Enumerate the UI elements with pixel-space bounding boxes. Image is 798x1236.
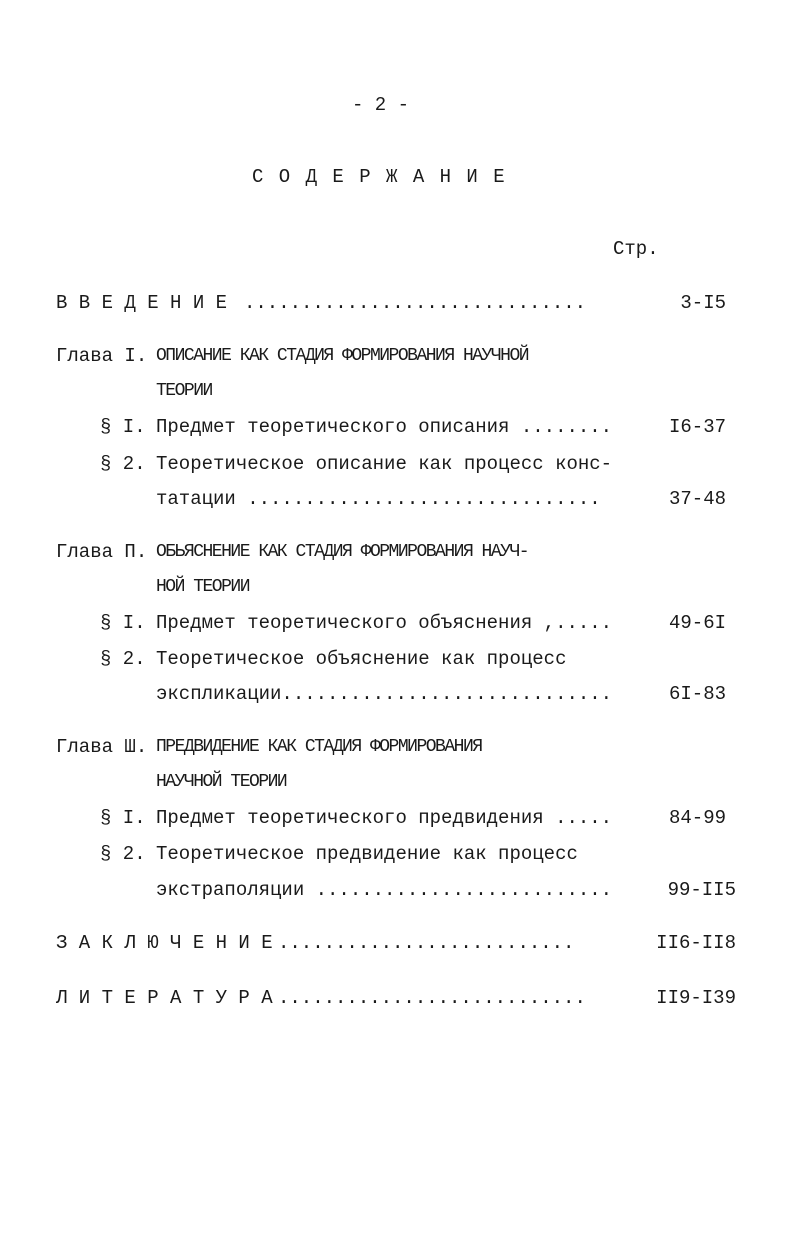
ch3-p2-num: § 2. xyxy=(100,843,146,865)
ch2-title-line1: ОБЬЯСНЕНИЕ КАК СТАДИЯ ФОРМИРОВАНИЯ НАУЧ- xyxy=(156,542,529,562)
ch1-p2-text2: татации ............................... xyxy=(156,488,601,510)
ch2-title-line2: НОЙ ТЕОРИИ xyxy=(156,577,250,597)
ch1-title-line1: ОПИСАНИЕ КАК СТАДИЯ ФОРМИРОВАНИЯ НАУЧНОЙ xyxy=(156,346,529,366)
ch1-p2-num: § 2. xyxy=(100,453,146,475)
ch1-p1-num: § I. xyxy=(100,416,146,438)
conclusion-pages: II6-II8 xyxy=(656,932,736,954)
ch3-p2-text: Теоретическое предвидение как процесс xyxy=(156,843,578,865)
literature-label: Л И Т Е Р А Т У Р А xyxy=(56,987,273,1009)
ch3-p1-text: Предмет теоретического предвидения ..... xyxy=(156,807,613,829)
ch1-p1-pages: I6-37 xyxy=(668,416,726,438)
page-number: - 2 - xyxy=(352,94,410,116)
ch2-p2-text2: экспликации............................. xyxy=(156,683,613,705)
ch2-p1-text: Предмет теоретического объяснения ,..... xyxy=(156,612,613,634)
ch2-p2-text: Теоретическое объяснение как процесс xyxy=(156,648,567,670)
page-title: С О Д Е Р Ж А Н И Е xyxy=(252,166,507,188)
ch2-p2-pages: 6I-83 xyxy=(668,683,726,705)
ch3-p2-text2: экстраполяции .......................... xyxy=(156,879,613,901)
ch3-p1-num: § I. xyxy=(100,807,146,829)
ch2-p1-num: § I. xyxy=(100,612,146,634)
intro-label: В В Е Д Е Н И Е xyxy=(56,292,228,314)
conclusion-label: З А К Л Ю Ч Е Н И Е xyxy=(56,932,273,954)
literature-pages: II9-I39 xyxy=(656,987,736,1009)
ch1-label: Глава I. xyxy=(56,345,148,367)
ch2-p1-pages: 49-6I xyxy=(668,612,726,634)
ch1-p2-text: Теоретическое описание как процесс конс- xyxy=(156,453,613,475)
ch3-title-line1: ПРЕДВИДЕНИЕ КАК СТАДИЯ ФОРМИРОВАНИЯ xyxy=(156,737,482,757)
conclusion-dots: .......................... xyxy=(278,932,575,954)
ch3-label: Глава Ш. xyxy=(56,736,148,758)
intro-dots: .............................. xyxy=(244,292,587,314)
ch1-p2-pages: 37-48 xyxy=(668,488,726,510)
literature-dots: ........................... xyxy=(278,987,586,1009)
ch2-p2-num: § 2. xyxy=(100,648,146,670)
ch1-p1-text: Предмет теоретического описания ........ xyxy=(156,416,613,438)
ch2-label: Глава П. xyxy=(56,541,148,563)
ch3-p2-pages: 99-II5 xyxy=(667,879,736,901)
ch3-title-line2: НАУЧНОЙ ТЕОРИИ xyxy=(156,772,287,792)
ch1-title-line2: ТЕОРИИ xyxy=(156,381,212,401)
page-column-label: Стр. xyxy=(613,238,659,260)
intro-pages: 3-I5 xyxy=(680,292,726,314)
ch3-p1-pages: 84-99 xyxy=(668,807,726,829)
